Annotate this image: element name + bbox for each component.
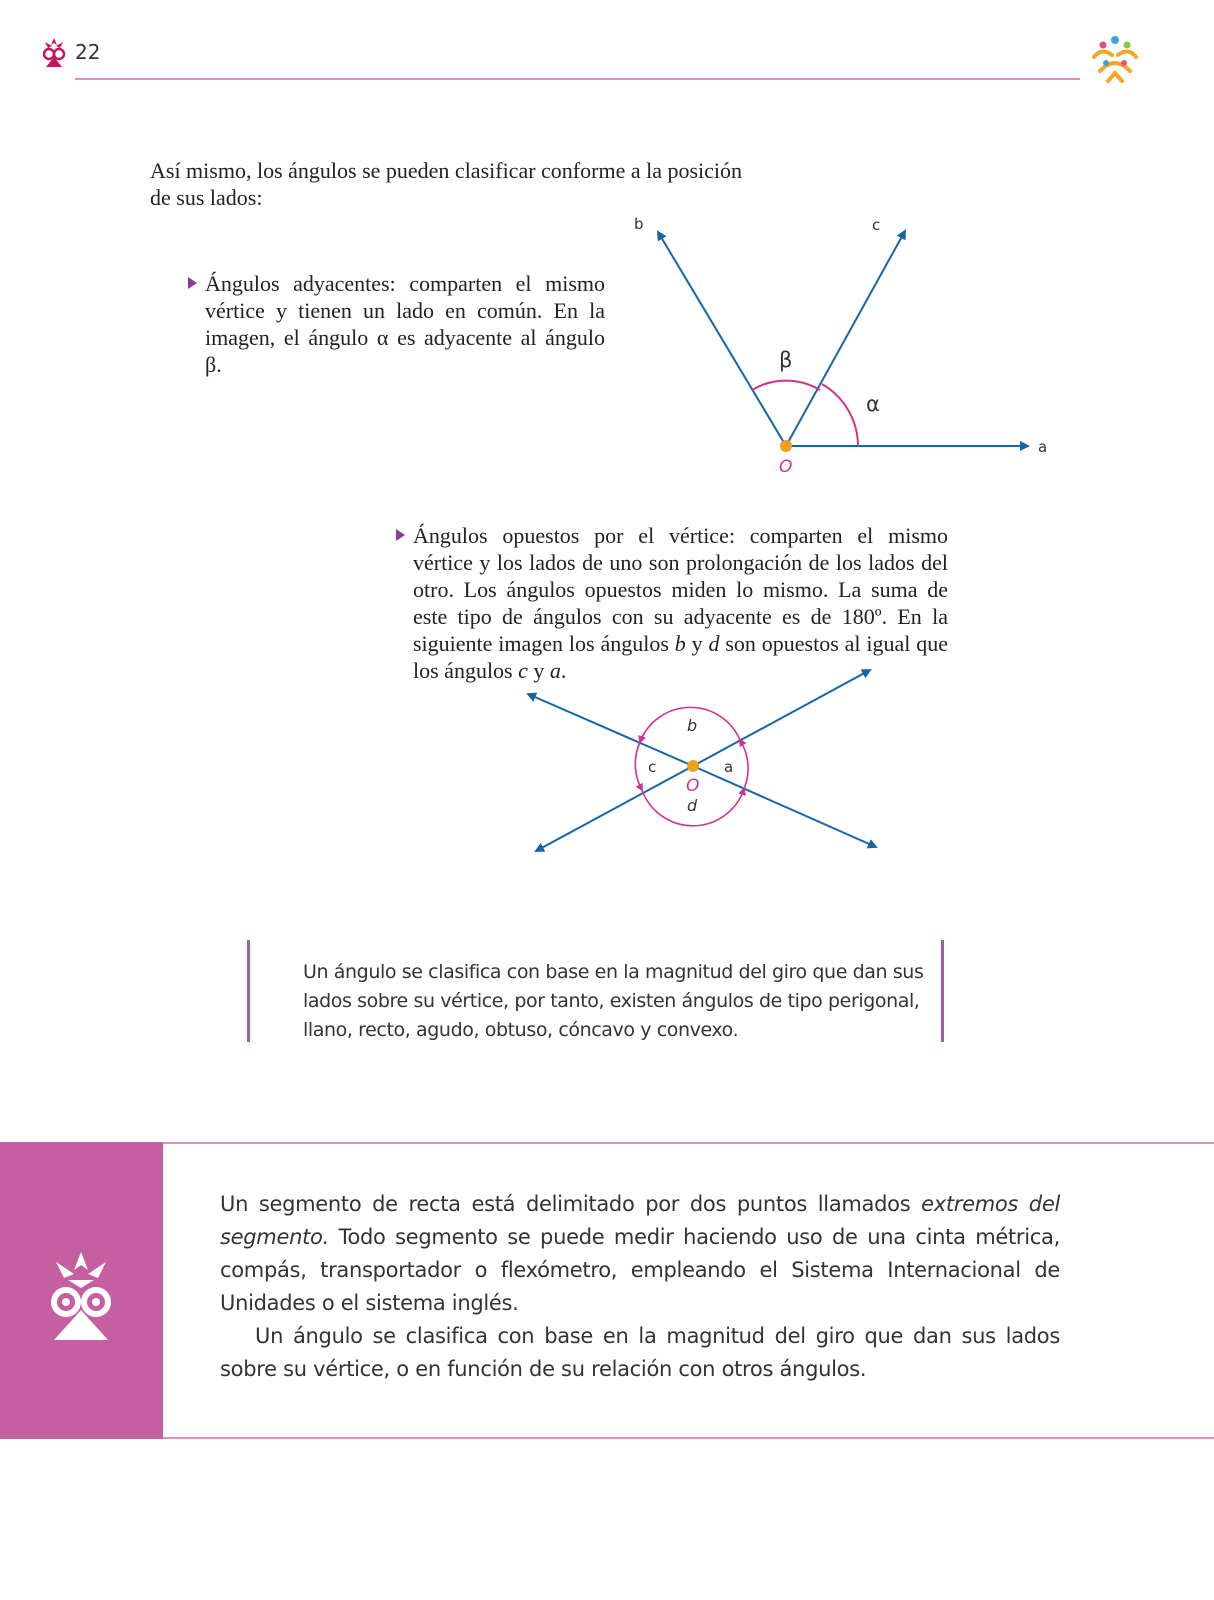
opposite-angles-text: Ángulos opuestos por el vértice: comparten el mismo vértice y los lados de uno son prolongación de los lados del otro. Los ángulos opuestos miden lo mismo. La suma de este tipo de ángulos con su adyacente es de 180º. En la siguiente imagen los ángulos b y d son opuestos al igual que los ángulos c y a. (413, 523, 948, 683)
angle-d-label: d (687, 796, 698, 815)
opposite-angles-diagram (510, 655, 890, 875)
line-1-lower (536, 766, 693, 851)
page-number: 22 (75, 40, 101, 64)
footer-paragraph-2: Un ángulo se clasifica con base en la magnitud del giro que dan sus lados sobre su vértice, o en función de su relación con otros ángulos. (220, 1324, 1060, 1381)
bullet-triangle-icon (188, 277, 197, 289)
arc-alpha (822, 384, 858, 446)
line-2-upper (528, 694, 693, 766)
note-paragraph: Un ángulo se clasifica con base en la magnitud del giro que dan sus lados sobre su vértice, por tanto, existen ángulos de tipo perigonal, llano, recto, agudo, obtuso, cóncavo y convexo. (303, 961, 924, 1041)
arc-beta (752, 381, 820, 390)
footer-side-band (0, 1142, 163, 1439)
angle-b-label: b (687, 716, 698, 735)
ray-c (786, 231, 905, 446)
arc-c (635, 742, 642, 790)
vertex-point (780, 440, 792, 452)
angle-a-label: a (724, 758, 734, 776)
header-rule (75, 78, 1080, 80)
note-right-bar (941, 940, 944, 1042)
bullet-triangle-icon (396, 529, 405, 541)
footer-ornament-icon (46, 1252, 116, 1342)
beta-symbol: β (205, 352, 217, 377)
ray-b (658, 232, 786, 446)
adjacent-angles-text: Ángulos adyacentes: comparten el mismo vértice y tienen un lado en común. En la imagen, el ángulo α es adyacente al ángulo β. (205, 271, 606, 377)
ray-c-label: c (872, 216, 881, 234)
footer-text (220, 1188, 1060, 1386)
alpha-symbol: α (376, 325, 389, 350)
line-2-lower (693, 766, 876, 847)
footer-top-rule (163, 1142, 1214, 1144)
vertex-point (687, 760, 699, 772)
footer-bottom-rule (163, 1437, 1214, 1439)
intro-paragraph: Así mismo, los ángulos se pueden clasificar conforme a la posición de sus lados: (150, 158, 743, 210)
footer-paragraph-1: Un segmento de recta está delimitado por dos puntos llamados extremos del segmento. Todo segmento se puede medir haciendo uso de una cinta métrica, compás, transportador o flexómetro, empleando el Sistema Internacional de Unidades o el sistema inglés. (220, 1192, 1060, 1315)
vertex-label: O (686, 776, 700, 796)
angle-beta-label: β (779, 348, 793, 372)
vertex-label: O (779, 457, 793, 477)
note-left-bar (247, 940, 250, 1042)
angle-c-label: c (648, 758, 657, 776)
adjacent-angles-diagram (600, 200, 1060, 480)
ray-b-label: b (634, 215, 644, 233)
arc-a (740, 740, 748, 789)
angle-alpha-label: α (866, 392, 880, 416)
header-ornament-icon (40, 38, 68, 68)
header-logo-icon (1088, 35, 1142, 85)
line-1-upper (693, 670, 870, 766)
ray-a-label: a (1038, 438, 1048, 456)
